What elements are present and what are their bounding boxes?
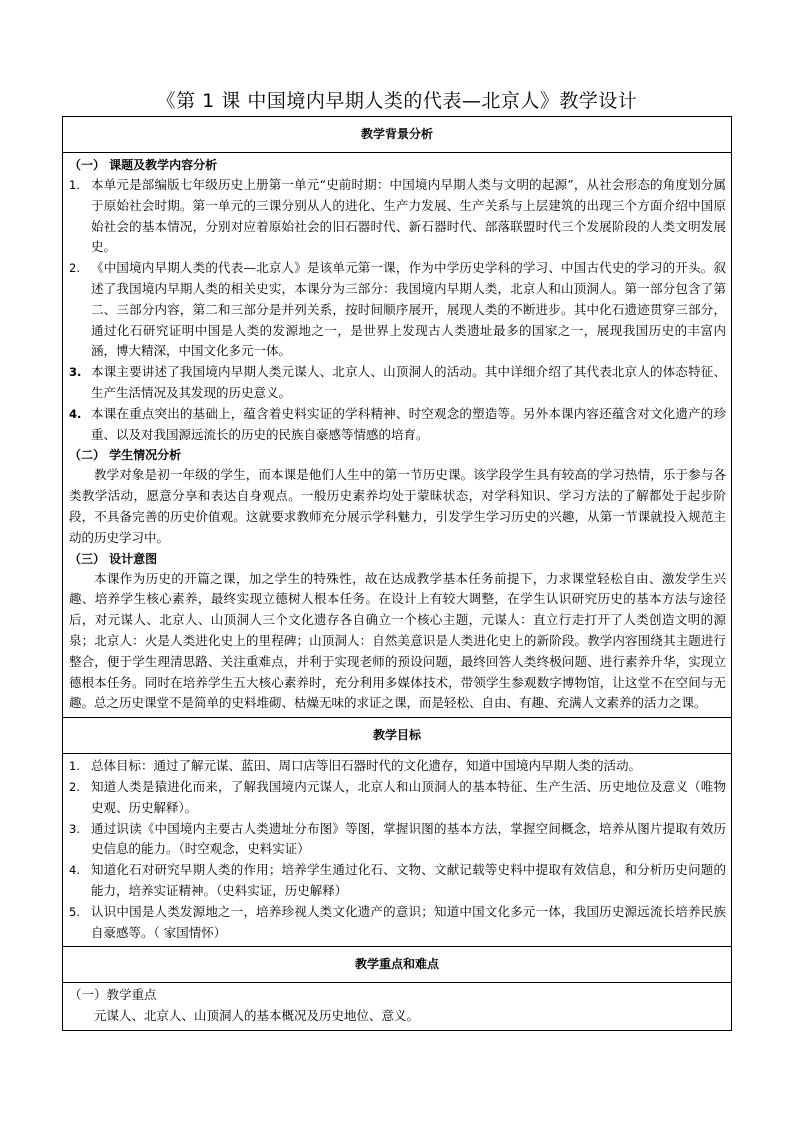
document-title: 《第 1 课 中国境内早期人类的代表—北京人》教学设计 (156, 90, 638, 112)
section-heading-background: 教学背景分析 (63, 117, 731, 153)
list-text: 知道人类是猿进化而来，了解我国境内元谋人，北京人和山顶洞人的基本特征、生产生活、历史地位及意义（唯物史观、历史解释）。 (91, 778, 726, 815)
subsection-title-key-points: （一）教学重点 (69, 987, 157, 1003)
list-text: 本课在重点突出的基础上，蕴含着史料实证的学科精神、时空观念的塑造等。另外本课内容还蕴含对文化遗产的珍重、以及对我国源远流长的历史的民族自豪感等情感的培育。 (91, 405, 726, 442)
design-intent-paragraph: 本课作为历史的开篇之课，加之学生的特殊性，故在达成教学基本任务前提下，力求课堂轻松自由、激发学生兴趣、培养学生核心素养，最终实现立德树人根本任务。在设计上有较大调整，在学生认识研究历史的基本方法与途径后，对元谋人、北京人、山顶洞人三个文化遗存各自确立一个核心主题，元谋人：直立行走打开了人类创造文明的源泉；北京人：火是人类进化史上的里程碑；山顶洞人：自然美意识是人类进化史上的新阶段。教学内容围绕其主题进行整合，便于学生理清思路、关注重难点，并利于实现老师的预设问题，最终回答人类终极问题、进行素养升华，实现立德根本任务。同时在培养学生五大核心素养时，充分利用多媒体技术，带领学生参观数字博物馆，让这堂不在空间与无趣。总之历史课堂不是简单的史料堆砌、枯燥无味的求证之课，而是轻松、自由、有趣、充满人文素养的活力之课。 (69, 570, 726, 711)
section-heading-keypoints: 教学重点和难点 (63, 947, 731, 983)
list-item (69, 819, 726, 861)
list-text: 《中国境内早期人类的代表—北京人》是该单元第一课，作为中学历史学科的学习、中国古代史的学习的开头。叙述了我国境内早期人类的相关史实，本课分为三部分：我国境内早期人类，北京人和山顶洞人。第一部分包含了第二、三部分内容，第二和三部分是并列关系，按时间顺序展开，展现人类的不断进步。其中化石遗迹贯穿三部分，通过化石研究证明中国是人类的发源地之一，是世界上发现古人类遗址最多的国家之一，展现我国历史的丰富内涵，博大精深，中国文化多元一体。 (91, 260, 726, 359)
section-body-background (63, 153, 731, 718)
list-item (69, 902, 726, 944)
section-body-goals (63, 754, 731, 947)
list-text: 认识中国是人类发源地之一，培养珍视人类文化遗产的意识；知道中国文化多元一体，我国历史源远流长培养民族自豪感等。（ 家国情怀） (91, 903, 726, 940)
list-number: 1. (69, 759, 80, 774)
key-points-text: 元谋人、北京人、山顶洞人的基本概况及历史地位、意义。 (94, 1008, 420, 1024)
student-analysis-paragraph: 教学对象是初一年级的学生，而本课是他们人生中的第一节历史课。该学段学生具有较高的学习热情，乐于参与各类教学活动，愿意分享和表达自身观点。一般历史素养均处于蒙昧状态，对学科知识、学习方法的了解都处于起步阶段，不具备完善的历史价值观。这就要求教师充分展示学科魅力，引发学生学习历史的兴趣，从第一节课就投入规范主动的历史学习中。 (69, 467, 726, 545)
list-number: 3. (69, 365, 82, 380)
list-number: 5. (69, 904, 80, 919)
list-item (69, 175, 726, 258)
list-text: 总体目标：通过了解元谋、蓝田、周口店等旧石器时代的文化遗存，知道中国境内早期人类的活动。 (91, 758, 642, 774)
list-item (69, 756, 726, 777)
subsection-title-content-analysis: （一） 课题及教学内容分析 (69, 158, 218, 172)
list-text: 本单元是部编版七年级历史上册第一单元“史前时期：中国境内早期人类与文明的起源”，从社会形态的角度划分属于原始社会时期。第一单元的三课分别从人的进化、生产力发展、生产关系与上层建筑的出现三个方面介绍中国原始社会的基本情况，分别对应着原始社会的旧石器时代、新石器时代、部落联盟时代三个发展阶段的人类文明发展史。 (91, 177, 726, 255)
list-text: 知道化石对研究早期人类的作用；培养学生通过化石、文物、文献记载等史料中提取有效信息，和分析历史问题的能力，培养实证精神。（史料实证，历史解释） (91, 862, 726, 898)
list-item (69, 404, 726, 446)
list-number: 2. (69, 261, 80, 276)
list-text: 通过识读《中国境内主要古人类遗址分布图》等图，掌握识图的基本方法，掌握空间概念，培养从图片提取有效历史信息的能力。（时空观念，史料实证） (91, 820, 726, 857)
section-heading-goals: 教学目标 (63, 718, 731, 754)
section-body-keypoints (63, 983, 731, 1030)
list-item (69, 860, 726, 902)
list-number: 4. (69, 406, 82, 421)
list-number: 2. (69, 779, 80, 794)
subsection-title-design-intent: （三） 设计意图 (69, 551, 158, 566)
list-number: 3. (69, 821, 80, 836)
lesson-plan-table (62, 116, 732, 1031)
subsection-title-student-analysis: （二） 学生情况分析 (69, 448, 182, 463)
list-number: 1. (69, 178, 80, 192)
list-number: 4. (69, 863, 80, 878)
list-item (69, 362, 726, 404)
list-item (69, 258, 726, 362)
list-item (69, 777, 726, 819)
list-text: 本课主要讲述了我国境内早期人类元谋人、北京人、山顶洞人的活动。其中详细介绍了其代表北京人的体态特征、生产生活情况及其发现的历史意义。 (91, 364, 726, 400)
